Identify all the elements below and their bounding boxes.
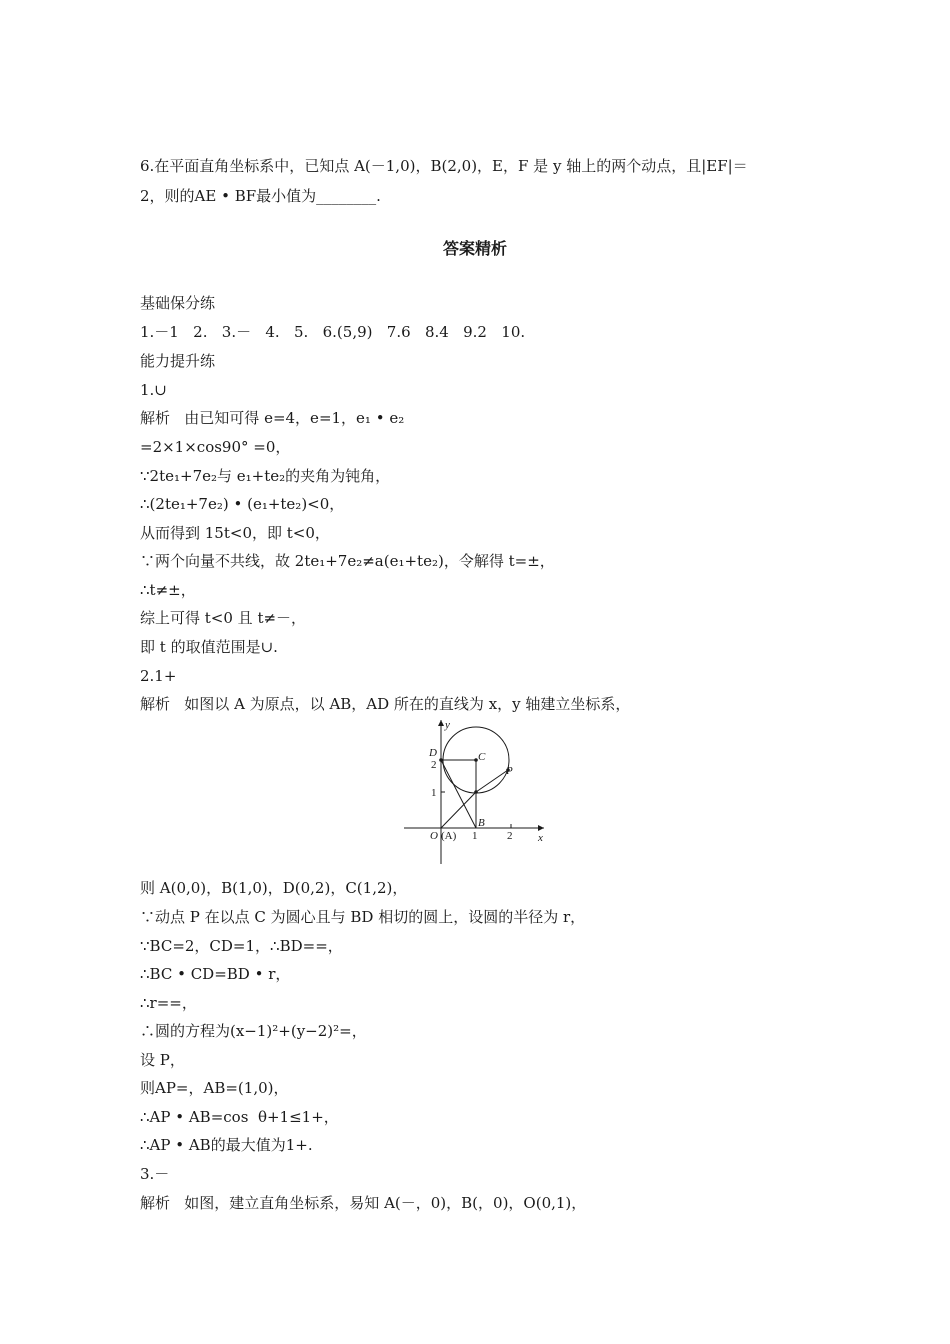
label-b: B [478,817,485,829]
label-x: x [538,832,543,844]
section-advanced: 能力提升练 [140,352,216,370]
coordinate-figure [398,714,548,866]
x-axis-arrow [538,825,544,831]
question-6-line-2: 2，则的AE • BF最小值为________. [140,187,381,205]
solution-1-line-2: =2×1×cos90° =0， [140,438,291,456]
solution-2-line-5: ∴BC • CD=BD • r， [140,965,291,983]
solution-3-line-1: 解析 如图，建立直角坐标系，易知 A(－，0)，B(，0)，O(0,1)， [140,1194,587,1212]
segment-ot [441,792,476,828]
answer-2: 2.1+ [140,667,177,685]
solution-1-line-5: 从而得到 15t<0，即 t<0， [140,524,330,542]
solution-1-line-9: 即 t 的取值范围是∪. [140,638,278,656]
label-p: P [506,765,513,777]
solution-1-line-7: ∴t≠±， [140,581,196,599]
tick-label-y-1: 1 [431,787,437,799]
solution-2-line-8: 设 P， [140,1051,185,1069]
solution-2-line-11: ∴AP • AB的最大值为1+. [140,1136,313,1154]
section-basic: 基础保分练 [140,294,216,312]
label-d: D [429,747,437,759]
tick-label-y-2: 2 [431,759,437,771]
basic-answers: 1.－1 2. 3.－ 4. 5. 6.(5,9) 7.6 8.4 9.2 10. [140,323,526,341]
solution-2-line-3: ∵动点 P 在以点 C 为圆心且与 BD 相切的圆上，设圆的半径为 r， [140,908,586,926]
label-origin: O [430,830,438,842]
y-axis-arrow [438,720,444,726]
segment-bd [441,760,476,828]
solution-2-line-1: 解析 如图以 A 为原点，以 AB，AD 所在的直线为 x，y 轴建立坐标系， [140,695,631,713]
answer-section-title: 答案精析 [442,239,507,258]
point-d [439,758,443,762]
label-y: y [445,719,450,731]
solution-2-line-7: ∴圆的方程为(x−1)²+(y−2)²=， [140,1022,367,1040]
solution-2-line-10: ∴AP • AB=cos θ+1≤1+， [140,1108,339,1126]
label-c: C [478,751,486,763]
tick-label-x-2: 2 [507,830,513,842]
solution-1-line-4: ∴(2te₁+7e₂) • (e₁+te₂)<0， [140,495,345,513]
solution-2-line-6: ∴r==， [140,994,197,1012]
solution-2-line-2: 则 A(0,0)，B(1,0)，D(0,2)，C(1,2)， [140,879,408,897]
solution-1-line-1: 解析 由已知可得 e=4，e=1，e₁ • e₂ [140,409,405,427]
solution-1-line-3: ∵2te₁+7e₂与 e₁+te₂的夹角为钝角， [140,467,391,485]
label-a: (A) [441,830,457,842]
solution-1-line-8: 综上可得 t<0 且 t≠－， [140,609,307,627]
solution-1-line-6: ∵两个向量不共线，故 2te₁+7e₂≠a(e₁+te₂)，令解得 t=±， [140,552,555,570]
tick-label-x-1: 1 [472,830,478,842]
solution-2-line-9: 则AP=，AB=(1,0)， [140,1079,289,1097]
answer-3: 3.－ [140,1165,170,1183]
point-tangent [474,790,478,794]
answer-1: 1.∪ [140,381,167,399]
question-6-line-1: 6.在平面直角坐标系中，已知点 A(－1,0)，B(2,0)，E，F 是 y 轴上的两个动点，且|EF|＝ [140,157,748,175]
solution-2-line-4: ∵BC=2，CD=1，∴BD==， [140,937,343,955]
